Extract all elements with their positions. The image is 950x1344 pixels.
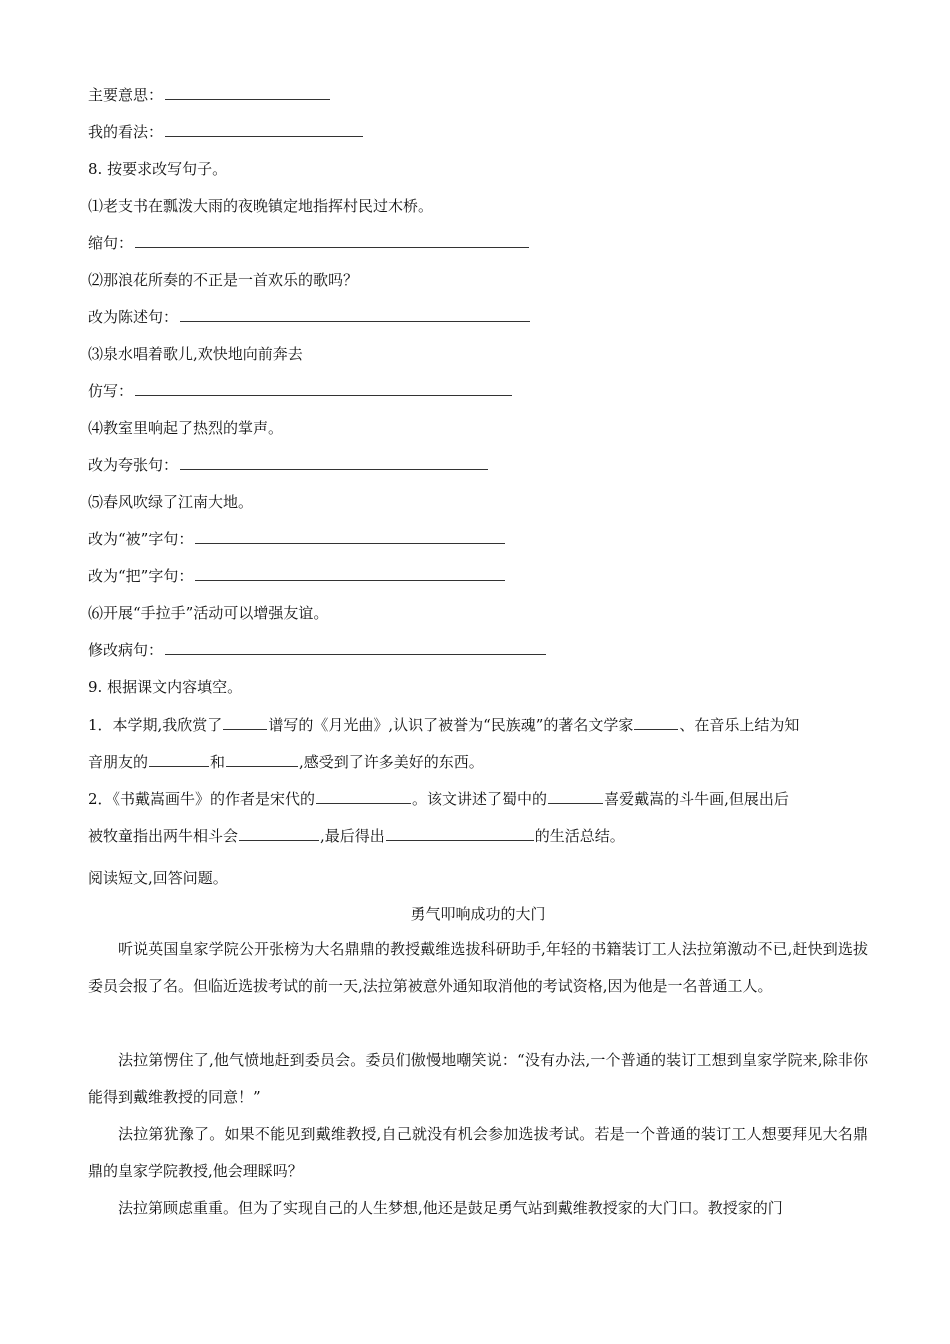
q8-task-6-label: 修改病句： <box>88 641 164 659</box>
q8-heading: 8. 按要求改写句子。 <box>88 160 228 178</box>
q8-task-1-row <box>88 233 529 253</box>
q8-answer-4-blank[interactable] <box>180 455 488 470</box>
q8-answer-1-blank[interactable] <box>135 233 529 248</box>
passage-paragraph-2: 法拉第愣住了,他气愤地赶到委员会。委员们傲慢地嘲笑说：“没有办法,一个普通的装订工想到皇家学院来,除非你能得到戴维教授的同意！” <box>88 1051 868 1106</box>
q9-item-2-text-d: 被牧童指出两牛相斗会 <box>88 827 239 845</box>
q8-sentence-3: ⑶泉水唱着歌儿,欢快地向前奔去 <box>88 345 303 363</box>
q9-item-2-text-a: 2．《书戴嵩画牛》的作者是宋代的 <box>88 790 316 808</box>
q9-item-1-line-1 <box>88 707 868 744</box>
q9-item-1-text-a: 1．本学期,我欣赏了 <box>88 716 223 734</box>
q9-item-1-text-c: 、在音乐上结为知 <box>679 716 800 734</box>
q9-item-2-line-1 <box>88 781 868 818</box>
q8-task-5b-row <box>88 566 505 586</box>
q8-task-1-label: 缩句： <box>88 234 134 252</box>
my-view-row <box>88 122 363 142</box>
q8-sentence-1: ⑴老支书在瓢泼大雨的夜晚镇定地指挥村民过木桥。 <box>88 197 434 215</box>
q8-task-5a-row <box>88 529 505 549</box>
my-view-blank[interactable] <box>165 122 363 137</box>
main-idea-blank[interactable] <box>165 85 330 100</box>
q8-task-5a-label: 改为“被”字句： <box>88 530 194 548</box>
q8-answer-6-blank[interactable] <box>165 640 546 655</box>
q9-composer-blank[interactable] <box>223 715 267 730</box>
my-view-label: 我的看法： <box>88 123 164 141</box>
q9-item-1-text-d: 音朋友的 <box>88 753 149 771</box>
q8-task-3-label: 仿写： <box>88 382 134 400</box>
q9-item-2-line-2 <box>88 818 868 855</box>
q9-item-2-text-e: ,最后得出 <box>320 827 385 845</box>
q9-person-blank[interactable] <box>548 789 603 804</box>
q9-friend-a-blank[interactable] <box>149 752 209 767</box>
reading-intro: 阅读短文,回答问题。 <box>88 869 228 887</box>
q8-sentence-2: ⑵那浪花所奏的不正是一首欢乐的歌吗？ <box>88 271 359 289</box>
q8-answer-5a-blank[interactable] <box>195 529 505 544</box>
q8-sentence-4: ⑷教室里响起了热烈的掌声。 <box>88 419 284 437</box>
q8-answer-5b-blank[interactable] <box>195 566 505 581</box>
q8-answer-2-blank[interactable] <box>180 307 530 322</box>
passage-paragraph-4: 法拉第顾虑重重。但为了实现自己的人生梦想,他还是鼓足勇气站到戴维教授家的大门口。教授家的门 <box>118 1199 783 1217</box>
q8-task-5b-label: 改为“把”字句： <box>88 567 194 585</box>
q9-author-blank[interactable] <box>316 789 411 804</box>
passage-paragraph-1: 听说英国皇家学院公开张榜为大名鼎鼎的教授戴维选拔科研助手,年轻的书籍装订工人法拉第激动不已,赶快到选拔委员会报了名。但临近选拔考试的前一天,法拉第被意外通知取消他的考试资格,因为他是一名普通工人。 <box>88 940 868 995</box>
q8-task-4-row <box>88 455 488 475</box>
main-idea-label: 主要意思： <box>88 86 164 104</box>
q8-task-6-row <box>88 640 546 660</box>
q9-item-1-line-2 <box>88 744 868 781</box>
q8-sentence-5: ⑸春风吹绿了江南大地。 <box>88 493 254 511</box>
q9-heading: 9. 根据课文内容填空。 <box>88 678 243 696</box>
q8-task-3-row <box>88 381 512 401</box>
q9-item-1-text-b: 谱写的《月光曲》,认识了被誉为“民族魂”的著名文学家 <box>268 716 634 734</box>
q9-item-2-text-b: 。该文讲述了蜀中的 <box>412 790 548 808</box>
q9-writer-blank[interactable] <box>634 715 678 730</box>
passage-title: 勇气叩响成功的大门 <box>410 905 546 923</box>
q8-task-2-label: 改为陈述句： <box>88 308 179 326</box>
q9-friend-b-blank[interactable] <box>226 752 298 767</box>
q9-summary-blank[interactable] <box>386 826 534 841</box>
q9-item-1-text-f: ,感受到了许多美好的东西。 <box>299 753 484 771</box>
q8-sentence-6: ⑹开展“手拉手”活动可以增强友谊。 <box>88 604 329 622</box>
passage-paragraph-3: 法拉第犹豫了。如果不能见到戴维教授,自己就没有机会参加选拔考试。若是一个普通的装订工人想要拜见大名鼎鼎的皇家学院教授,他会理睬吗？ <box>88 1125 868 1180</box>
q8-answer-3-blank[interactable] <box>135 381 512 396</box>
q8-task-4-label: 改为夸张句： <box>88 456 179 474</box>
q9-tail-blank[interactable] <box>239 826 319 841</box>
q8-task-2-row <box>88 307 530 327</box>
main-idea-row <box>88 85 330 105</box>
q9-item-2-text-c: 喜爱戴嵩的斗牛画,但展出后 <box>604 790 789 808</box>
q9-item-2-text-f: 的生活总结。 <box>534 827 625 845</box>
q9-item-1-text-e: 和 <box>210 753 226 771</box>
